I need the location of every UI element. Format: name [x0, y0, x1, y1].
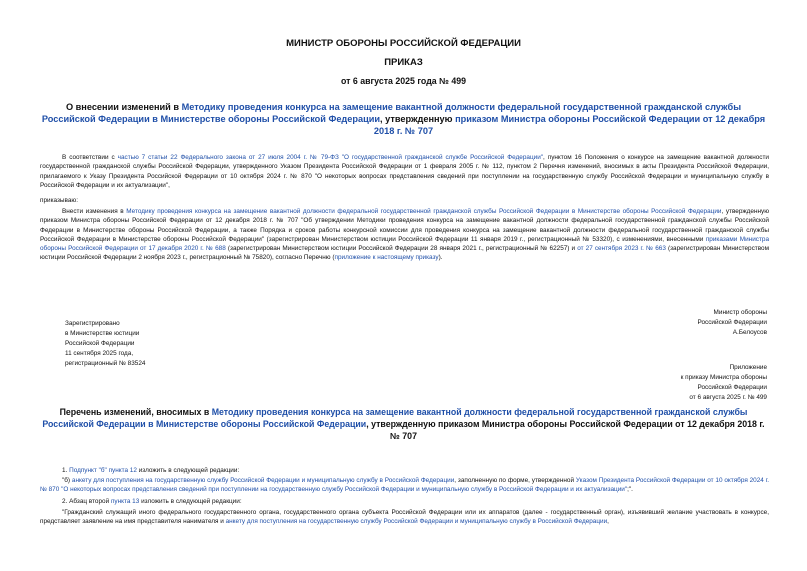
- item-1-quote: [40, 476, 769, 495]
- item-1-quote-end: ;".: [627, 486, 633, 494]
- body-text-1: Внести изменения в: [62, 208, 127, 215]
- main-paragraph: [40, 207, 769, 263]
- body-text-3: (зарегистрирован Министерством юстиции Российской Федерации 28 января 2021 г., регистрационный № 62257) и: [225, 245, 578, 253]
- preamble-paragraph: [40, 153, 769, 190]
- doc-type-heading: ПРИКАЗ: [384, 57, 423, 68]
- body-link-appendix[interactable]: приложение к настоящему приказу: [334, 254, 439, 262]
- registration-line-5: регистрационный № 83524: [65, 360, 146, 367]
- item-1-quote-start: "б): [62, 477, 72, 484]
- body-text-2: , утвержденную приказом Министра обороны Российской Федерации от 12 декабря 2018 г. № 707 "Об утверждении Методики проведения конкурса на замещение вакантной должности федеральной государственной гражданской службы Российской Федерации в Министерстве обороны Российской Федерации, а также Порядка и сроков работы конкурсной комиссии для проведения конкурса на замещение вакантной должности федеральной государственной гражданской службы Российской Федерации в Министерстве обороны Российской Федерации" (зарегистрирован Министерством юстиции Российской Федерации 11 января 2019 г., регистрационный № 53320), с изменениями, внесенными: [40, 208, 770, 243]
- appendix-line-3: Российской Федерации: [697, 384, 767, 391]
- title-link-order[interactable]: приказом Министра обороны Российской Федерации от 12 декабря 2018 г. № 707: [373, 114, 766, 136]
- appendix-reference: [681, 363, 767, 403]
- appendix-title-link[interactable]: Методику проведения конкурса на замещение вакантной должности федеральной государственной гражданской службы Российской Федерации в Министерстве обороны Российской Федерации: [42, 407, 748, 429]
- registration-line-4: 11 сентября 2025 года,: [65, 350, 134, 357]
- appendix-title-prefix: Перечень изменений, вносимых в: [59, 407, 212, 417]
- body-link-order-688[interactable]: приказами Министра обороны Российской Федерации от 17 декабря 2020 г. № 688: [40, 235, 769, 253]
- order-word: приказываю:: [40, 197, 78, 204]
- item-1-number: 1.: [62, 467, 70, 474]
- item-2-text-2: изложить в следующей редакции:: [139, 498, 242, 505]
- signature-country: Российской Федерации: [697, 319, 767, 326]
- preamble-text-1: В соответствии с: [62, 154, 118, 161]
- body-link-order-663[interactable]: от 27 сентября 2023 г. № 663: [577, 245, 666, 253]
- registration-line-1: Зарегистрировано: [65, 320, 120, 327]
- document-title: [40, 101, 767, 137]
- item-2-quote: [40, 508, 769, 527]
- doc-date-number: от 6 августа 2025 года № 499: [340, 76, 467, 86]
- appendix-title-suffix: , утвержденную приказом Министра обороны Российской Федерации от 12 декабря 2018 г. № 707: [366, 419, 765, 441]
- appendix-line-4: от 6 августа 2025 г. № 499: [689, 394, 767, 401]
- preamble-link-law[interactable]: частью 7 статьи 22 Федерального закона от 27 июля 2004 г. № 79-ФЗ "О государственной гражданской службе Российской Федерации": [117, 154, 544, 161]
- registration-line-3: Российской Федерации: [65, 340, 135, 347]
- signature-name: А.Белоусов: [732, 329, 767, 336]
- item-1-quote-link-form[interactable]: анкету для поступления на государственную службу Российской Федерации и муниципальную службу в Российской Федерации: [71, 477, 455, 484]
- preamble-text-2: , пунктом 16 Положения о конкурсе на замещение вакантной должности государственной гражданской службы Российской Федерации, утвержденного Указом Президента Российской Федерации от 1 февраля 2005 г. № 112, пунктом 2 Перечня изменений, вносимых в акты Президента Российской Федерации, прилагаемого к Указу Президента Российской Федерации от 10 октября 2024 г. № 870 "О некоторых вопросах представления сведений при поступлении на государственную службу Российской Федерации и муниципальную службу в Российской Федерации и их актуализации",: [40, 154, 769, 189]
- body-link-methodology[interactable]: Методику проведения конкурса на замещение вакантной должности федеральной государственной гражданской службы Российской Федерации в Министерстве обороны Российской Федерации: [126, 208, 722, 215]
- item-2-quote-link[interactable]: анкету для поступления на государственную службу Российской Федерации и муниципальную службу в Российской Федерации: [225, 518, 608, 526]
- body-text-4: (зарегистрирован Министерством юстиции Российской Федерации 2 ноября 2023 г., регистрационный № 75820), согласно Перечню (: [40, 245, 770, 262]
- title-middle: , утвержденную: [380, 114, 456, 124]
- item-1-heading: [40, 466, 769, 475]
- title-prefix: О внесении изменений в: [65, 102, 182, 112]
- authority-heading: МИНИСТР ОБОРОНЫ РОССИЙСКОЙ ФЕДЕРАЦИИ: [286, 38, 521, 49]
- item-2-quote-end: ,: [607, 518, 609, 526]
- appendix-line-1: Приложение: [729, 364, 767, 371]
- item-2-quote-start: "Гражданский служащий иного федерального государственного органа, государственного органа субъекта Российской Федерации или их аппаратов (далее - государственный орган), изъявивший желание участвовать в конкурсе, представляет заявление на имя представителя нанимателя и: [40, 509, 769, 526]
- signature-position: Министр обороны: [713, 309, 767, 316]
- appendix-line-2: к приказу Министра обороны: [680, 374, 767, 381]
- appendix-title: [40, 406, 767, 442]
- item-1-text: изложить в следующей редакции:: [136, 467, 240, 474]
- title-link-methodology[interactable]: Методику проведения конкурса на замещение вакантной должности федеральной государственной гражданской службы Российской Федерации в Министерстве обороны Российской Федерации: [41, 102, 742, 124]
- registration-line-2: в Министерстве юстиции: [65, 330, 140, 337]
- body-text-5: ).: [438, 254, 443, 262]
- item-1-quote-link-decree[interactable]: Указом Президента Российской Федерации от 10 октября 2024 г. № 870 "О некоторых вопросах представления сведений при поступлении на государственную службу Российской Федерации и муниципальную службу в Российской Федерации и их актуализации": [40, 477, 769, 494]
- signature-block: [698, 308, 768, 338]
- registration-block: [65, 319, 145, 369]
- item-1-quote-mid: , заполненную по форме, утвержденной: [454, 477, 576, 484]
- item-2-heading: [40, 497, 769, 506]
- item-2-link[interactable]: пункта 13: [110, 498, 140, 505]
- item-1-link[interactable]: Подпункт "б" пункта 12: [69, 467, 137, 474]
- item-2-text-1: 2. Абзац второй: [62, 498, 111, 505]
